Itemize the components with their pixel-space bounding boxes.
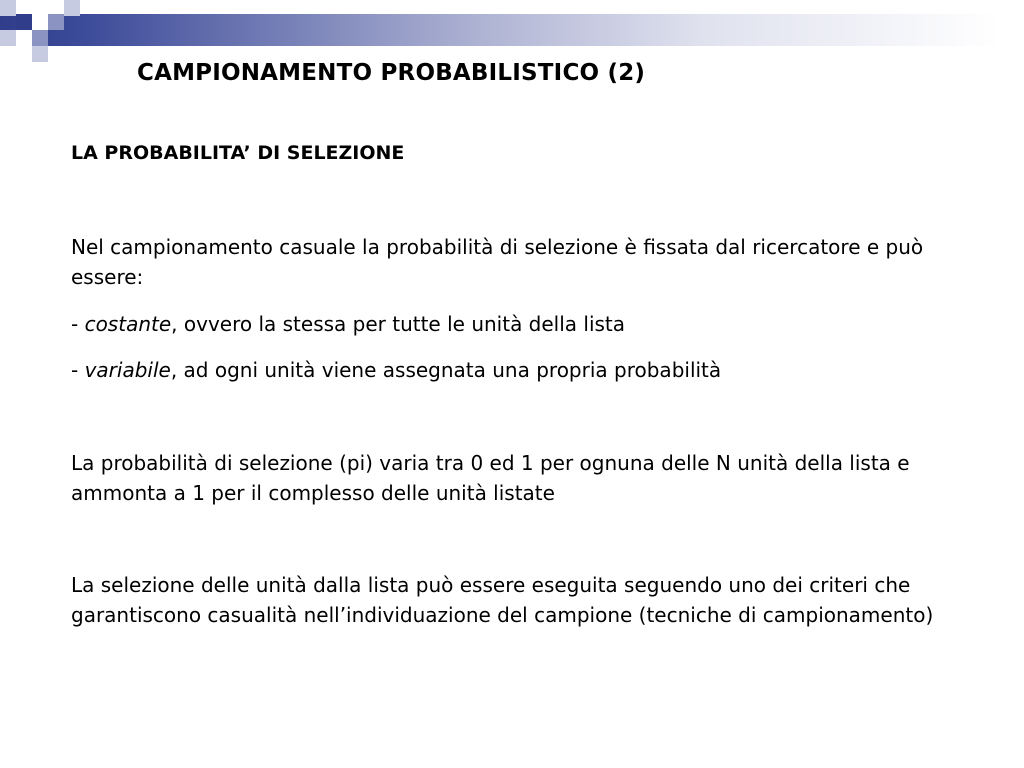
decor-square [0, 30, 16, 46]
slide-title: CAMPIONAMENTO PROBABILISTICO (2) [137, 60, 646, 86]
decor-square [32, 30, 48, 46]
bullet-prefix: - [71, 312, 85, 336]
paragraph-probability: La probabilità di selezione (pi) varia tra 0 ed 1 per ognuna delle N unità della lista e ammonta a 1 per il complesso delle unità listate [71, 451, 910, 505]
decorative-header-bar [0, 14, 1024, 46]
decor-square [64, 0, 80, 16]
decor-square [32, 14, 48, 30]
bullet-text: , ad ogni unità viene assegnata una propria probabilità [170, 358, 722, 382]
bullet-item [71, 309, 971, 339]
paragraph-selection: La selezione delle unità dalla lista può essere eseguita seguendo uno dei criteri che garantiscono casualità nell’individuazione del campione (tecniche di campionamento) [71, 573, 934, 627]
bullet-item [71, 355, 971, 385]
bullet-term: variabile [84, 358, 171, 382]
section-heading: LA PROBABILITA’ DI SELEZIONE [71, 142, 405, 164]
decor-square [0, 0, 16, 16]
bullet-text: , ovvero la stessa per tutte le unità della lista [171, 312, 626, 336]
decor-square [32, 46, 48, 62]
paragraph-intro: Nel campionamento casuale la probabilità di selezione è fissata dal ricercatore e può essere: [71, 235, 924, 289]
bullet-term: costante [84, 312, 172, 336]
decor-square [16, 30, 32, 46]
decor-square [48, 14, 64, 30]
decor-square [16, 14, 32, 30]
bullet-prefix: - [71, 358, 85, 382]
